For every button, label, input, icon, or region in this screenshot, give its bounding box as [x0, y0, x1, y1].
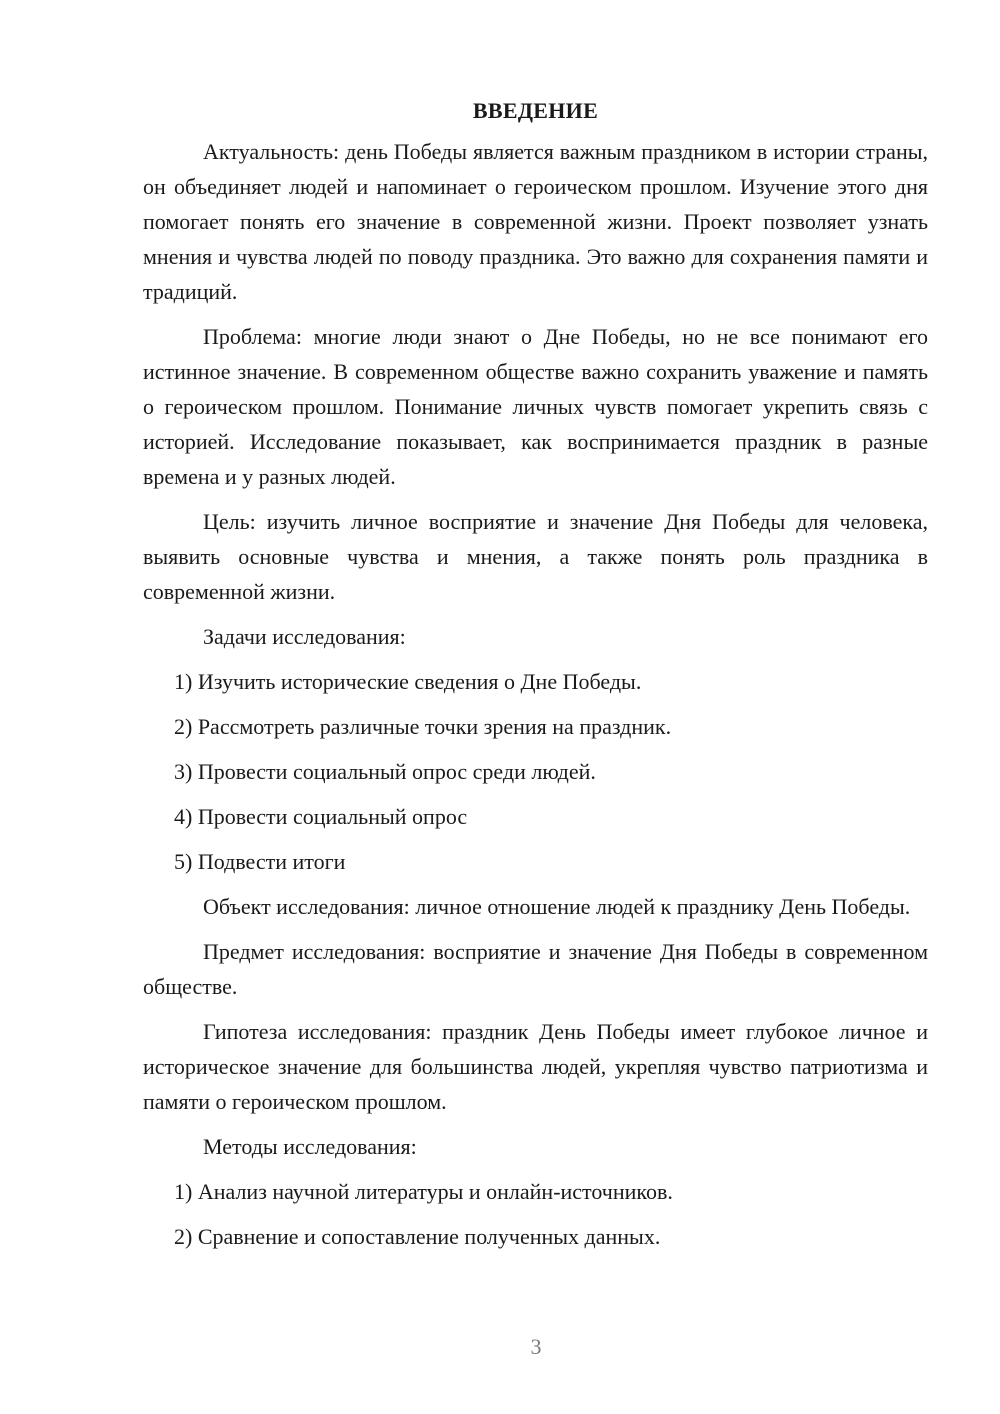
tasks-list — [143, 664, 928, 879]
tasks-label: Задачи исследования: — [203, 624, 406, 649]
subject-paragraph: Предмет исследования: восприятие и значение Дня Победы в современном обществе. — [143, 939, 928, 999]
object-paragraph: Объект исследования: личное отношение людей к празднику День Победы. — [203, 894, 911, 919]
relevance-paragraph: Актуальность: день Победы является важным праздником в истории страны, он объединяет людей и напоминает о героическом прошлом. Изучение этого дня помогает понять его значение в современной жизни. Проект позволяет узнать мнения и чувства людей по поводу праздника. Это важно для сохранения памяти и традиций. — [143, 139, 928, 304]
task-item: 5) Подвести итоги — [174, 849, 346, 874]
method-item: 1) Анализ научной литературы и онлайн-источников. — [174, 1179, 673, 1204]
page-number: 3 — [530, 1334, 542, 1359]
task-item: 1) Изучить исторические сведения о Дне Победы. — [174, 669, 642, 694]
method-item: 2) Сравнение и сопоставление полученных данных. — [174, 1224, 661, 1249]
task-item: 2) Рассмотреть различные точки зрения на праздник. — [174, 714, 672, 739]
section-title: ВВЕДЕНИЕ — [472, 98, 599, 123]
task-item: 4) Провести социальный опрос — [174, 804, 468, 829]
problem-paragraph: Проблема: многие люди знают о Дне Победы, но не все понимают его истинное значение. В современном обществе важно сохранить уважение и память о героическом прошлом. Понимание личных чувств помогает укрепить связь с историей. Исследование показывает, как воспринимается праздник в разные времена и у разных людей. — [143, 324, 928, 489]
document-page — [143, 94, 928, 1264]
hypothesis-paragraph: Гипотеза исследования: праздник День Победы имеет глубокое личное и историческое значение для большинства людей, укрепляя чувство патриотизма и памяти о героическом прошлом. — [143, 1019, 928, 1114]
goal-paragraph: Цель: изучить личное восприятие и значение Дня Победы для человека, выявить основные чувства и мнения, а также понять роль праздника в современной жизни. — [143, 509, 928, 604]
methods-label: Методы исследования: — [203, 1134, 417, 1159]
methods-list — [143, 1174, 928, 1254]
task-item: 3) Провести социальный опрос среди людей. — [174, 759, 596, 784]
